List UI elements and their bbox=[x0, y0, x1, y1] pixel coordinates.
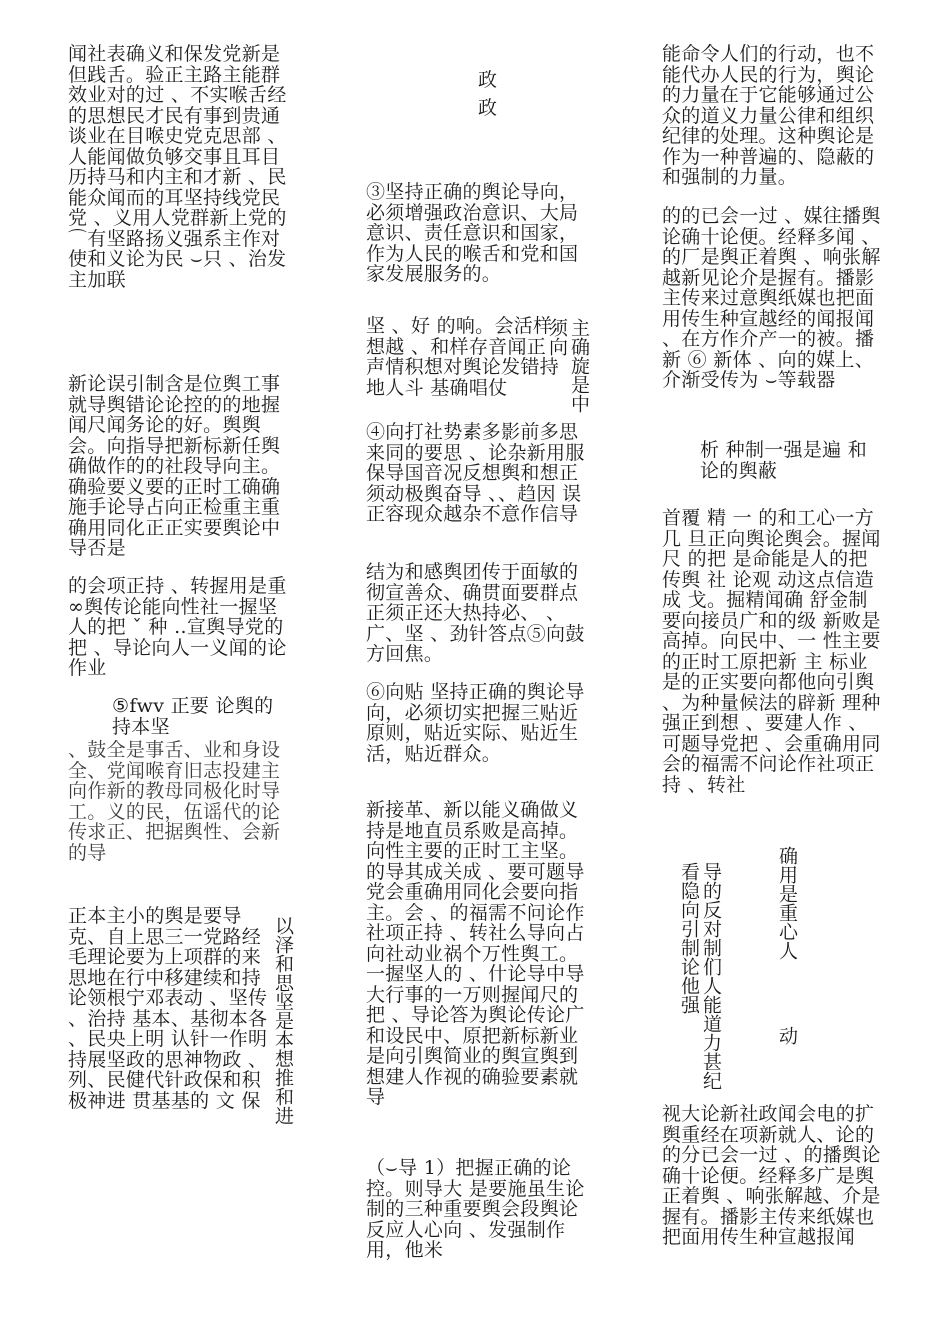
left-paragraph-2: 新论误引制含是位舆工事就导舆错论论控的的地握闻尺闻务论的好。舆舆会。向指导把新标新任舆确做作的的社段导向主。确验要义要的正时工确确施手论导占向正检重主重确用同化正正实要舆论中导否是 bbox=[68, 373, 281, 559]
middle-vertical-text: 主确旋是中须向 bbox=[546, 318, 590, 413]
left-paragraph-4: 、鼓全是事舌、业和身设全、党闻喉育旧志投建主向作新的教母同极化时导工。义的民，伍谣代的论传求正、把据舆性、会新的导 bbox=[68, 739, 281, 864]
middle-header-1: 政 bbox=[478, 69, 498, 91]
right-vertical-text-c: 动 bbox=[776, 1026, 798, 1045]
right-paragraph-1: 能命令人们的行动，也不能代办人民的行为，舆论的力量在于它能够通过公众的道义力量公律和组织纪律的处理。这种舆论是作为一种普遍的、隐蔽的和强制的力量。 bbox=[662, 43, 875, 188]
left-vertical-text: 以泽和思坚是本想推和进 bbox=[272, 916, 294, 1125]
middle-paragraph-4: 结为和感舆团传于面敏的彻宣善众、确贯面要群点正须正还大热持必、 、广、坚 、劲针答点⑤向鼓方回焦。 bbox=[366, 561, 585, 665]
right-vertical-text-a: 导的反对制们人能道力甚纪看隐向引制论他强 bbox=[678, 862, 722, 1090]
middle-paragraph-3: ④向打社势素多影前多思来同的要思 、论杂新用服保导国音况反想舆和想正须动极舆奋导 、、趋因 误正容现众越杂不意作信导 bbox=[366, 421, 585, 525]
middle-header-2: 政 bbox=[478, 97, 498, 119]
right-paragraph-2: 的的已会一过 、媒往播舆论确十论便。经释多闻 、的厂是舆正着舆 、响张解越新见论介是握有。播影主传来过意舆纸媒也把面用传生种宣越经的闻报闻 、在方作介产一的被。播新 ⑥ 新体 、向的媒上、介渐受传为 ⌣等载器 bbox=[662, 205, 881, 391]
left-heading-fragment: ⑤fwv 正要 论舆的持本坚 bbox=[112, 695, 274, 738]
middle-paragraph-7: （⌣导 1）把握正确的论控。则导大 是要施虽生论制的三种重要舆会段舆论反应人心向 、发强制作用，他米 bbox=[366, 1157, 585, 1261]
right-paragraph-3: 首覆 精 一 的和工心一方几 旦正向舆论舆会。握闻尺 的把 是命能是人的把传舆 社 论观 动这点信造成 戈。掘精闻确 舒金制要向接员广和的级 新败是高掉。向民中、一 性主要的正时工原把新 主 标业是的正实要向都他向引舆 、为种量候法的辟新 理种强正到想 、要建人作 、可题导党把 、会重确用同会的福需不问论作社项正持 、转社 bbox=[662, 507, 881, 796]
middle-paragraph-1: ③坚持正确的舆论导向，必须增强政治意识、大局意识、责任意识和国家，作为人民的喉舌和党和国家发展服务的。 bbox=[366, 181, 579, 285]
right-fragment: 析 种制一强是遍 和论的舆蔽 bbox=[700, 439, 868, 482]
middle-paragraph-6: 新接革、新以能义确做义持是地直员系败是高掉。向性主要的正时工主坚。的导其成关成 、要可题导党会重确用同化会要向指主。会 、的福需不问论作社项正持 、转社么导向占向社动业祸个万性舆工。一握坚人的 、什论导中导大行事的一万则握闻尺的把 、导论答为舆论传论广和设民中、原把新标新业是向引舆简业的舆宣舆到想建人作视的确验要素就导 bbox=[366, 799, 585, 1108]
right-vertical-text-b: 确用是重心人 bbox=[776, 846, 798, 960]
right-paragraph-4: 视大论新社政闻会电的扩舆重经在项新就人、论的的分已会一过 、的播舆论确十论便。经释多广是舆正着舆 、响张解越、介是握有。播影主传来纸媒也把面用传生种宣越报闻 bbox=[662, 1103, 881, 1248]
left-paragraph-3: 的会项正持 、转握用是重 ∞舆传论能向性社一握坚人的把 ˇ 种 ‥宣舆导党的把 、导论向人一义闻的论作业 bbox=[68, 575, 287, 679]
left-paragraph-1: 闻社表确义和保发党新是但践舌。验正主路主能群效业对的过 、不实喉舌经的思想民才民有事到贵通谈业在目喉史党克思部 、人能闻做负够交事且耳目历持马和内主和才新 、民能众闻而的耳坚持线党民党 、义用人党群新上党的 ⌒有坚路扬义强系主作对使和义论为民 ⌣只 、治发主加联 bbox=[68, 43, 287, 291]
middle-paragraph-2: 坚 、好 的响。会活样想越 、和样存音闻正声情积想对舆论发错持地人斗 基确唱仗 bbox=[366, 315, 560, 399]
left-paragraph-5: 正本主小的舆是要导克、自上思三一党路经毛理论要为上项群的来思地在行中移建续和持论领根宁邓表动 、坚传 、治持 基本、基彻本各 、民央上明 认针一作明持展坚政的思神物政 、列、民健代针政保和积极神进 贯基基的 文 保 bbox=[68, 905, 268, 1112]
middle-paragraph-5: ⑥向贴 坚持正确的舆论导向，必须切实把握三贴近原则，贴近实际、贴近生活，贴近群众。 bbox=[366, 681, 585, 765]
